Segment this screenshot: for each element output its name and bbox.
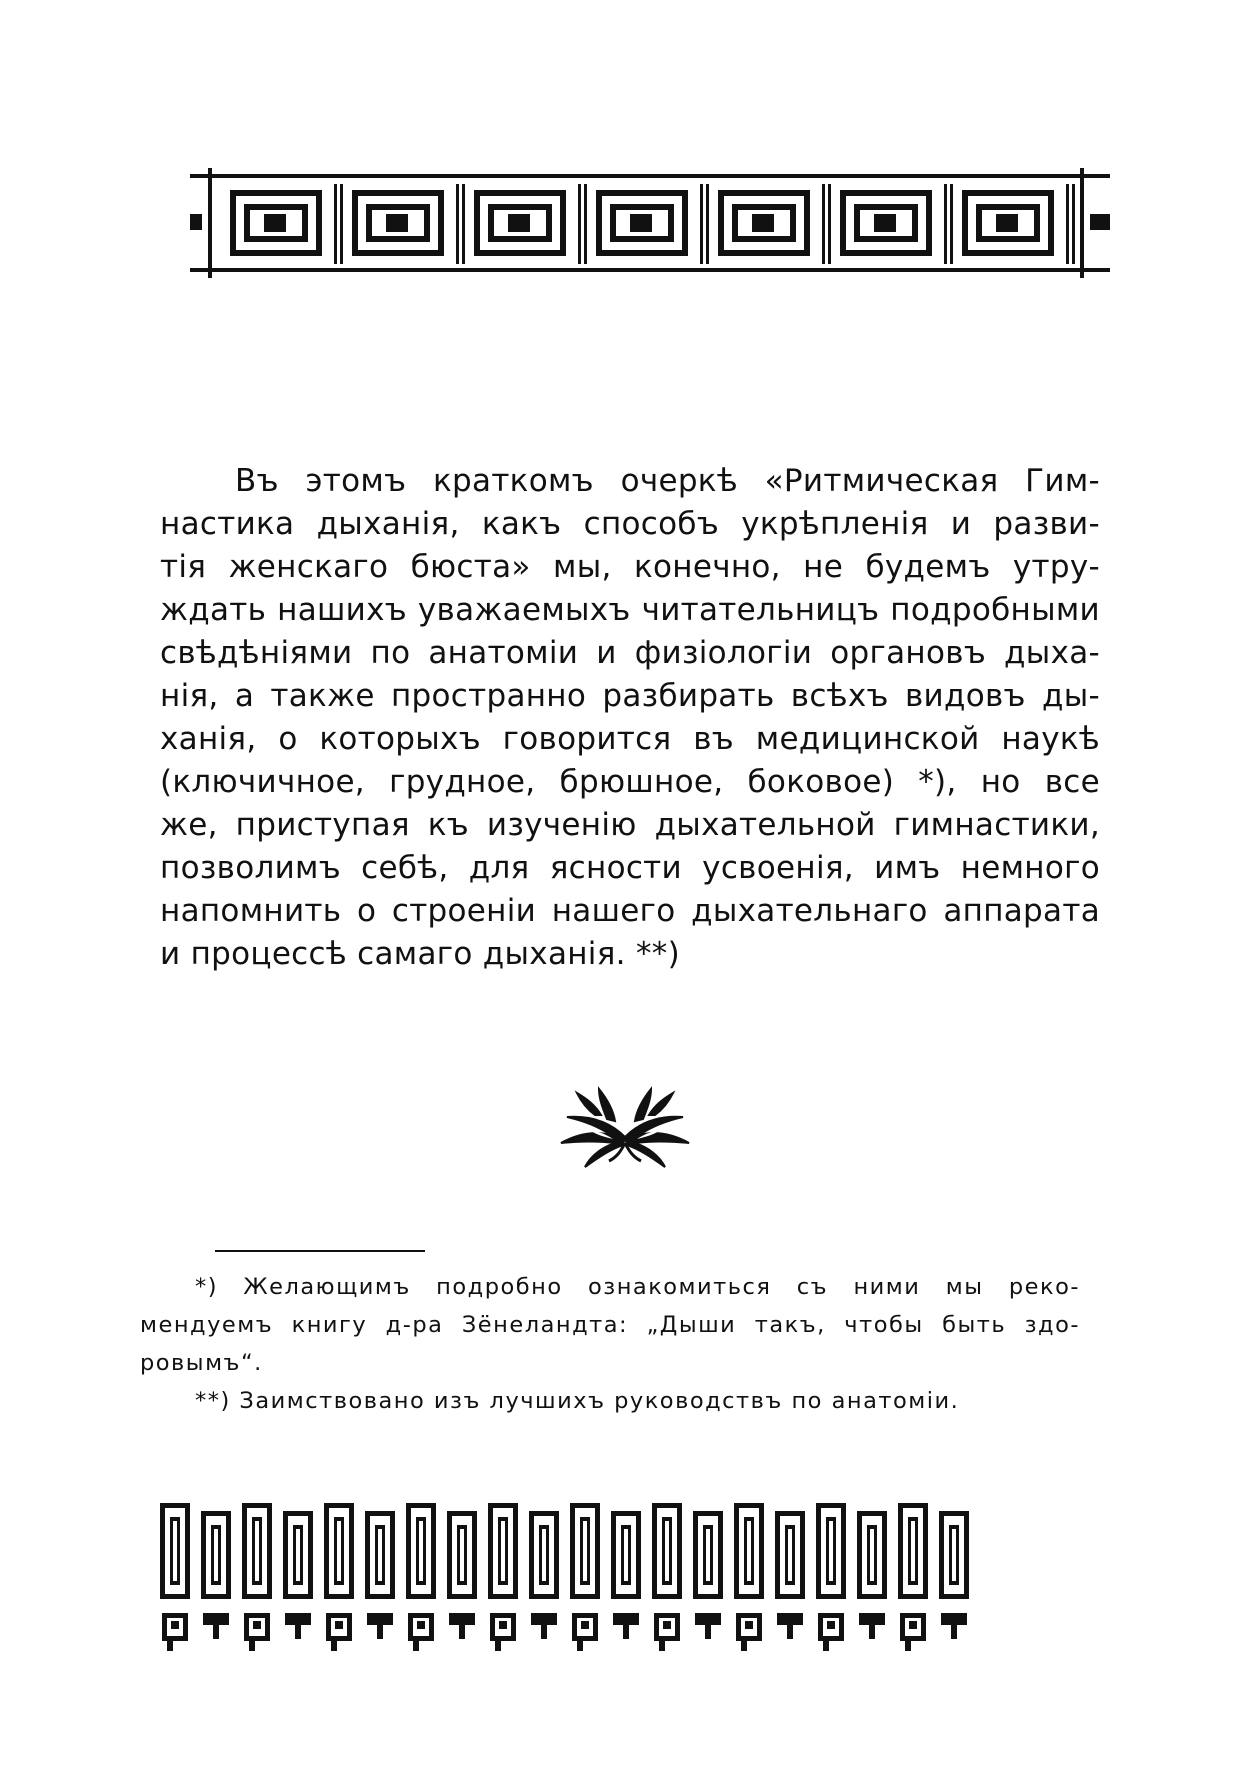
footnote-line: *) Желающимъ подробно ознакомиться съ ними мы реко- <box>195 1274 1080 1300</box>
greek-key-motif <box>474 190 566 256</box>
paragraph-line: и процессѣ самаго дыханія. **) <box>160 936 680 972</box>
greek-key-motif <box>962 190 1054 256</box>
frieze-motif <box>734 1503 764 1651</box>
paragraph-line: ханія, о которыхъ говорится въ медицинской наукѣ <box>160 721 1100 757</box>
frieze-motif <box>406 1503 436 1651</box>
bottom-ornamental-frieze <box>160 1495 1060 1675</box>
paragraph-line: настика дыханія, какъ способъ укрѣпленія и разви- <box>160 506 1100 542</box>
frieze-motif <box>939 1511 969 1639</box>
frieze-motif <box>201 1511 231 1639</box>
frieze-motif <box>242 1503 272 1651</box>
frieze-motif <box>652 1503 682 1651</box>
frieze-motif <box>898 1503 928 1651</box>
paragraph-line: же, приступая къ изученію дыхательной гимнастики, <box>160 807 1100 843</box>
paragraph-line: Въ этомъ краткомъ очеркѣ «Ритмическая Гим- <box>235 463 1100 499</box>
paragraph-line: позволимъ себѣ, для ясности усвоенія, имъ немного <box>160 850 1100 886</box>
footnote-separator <box>215 1250 425 1252</box>
paragraph-line: (ключичное, грудное, брюшное, боковое) *), но все <box>160 764 1100 800</box>
frieze-motif <box>857 1511 887 1639</box>
frieze-motif <box>775 1511 805 1639</box>
frieze-motif <box>529 1511 559 1639</box>
paragraph-line: ждать нашихъ уважаемыхъ читательницъ подробными <box>160 592 1100 628</box>
main-paragraph <box>160 460 1100 976</box>
frieze-motif <box>283 1511 313 1639</box>
greek-key-motif <box>718 190 810 256</box>
top-ornamental-border <box>190 168 1110 278</box>
frieze-motif <box>447 1511 477 1639</box>
frieze-motif <box>365 1511 395 1639</box>
paragraph-line: тія женскаго бюста» мы, конечно, не будемъ утру- <box>160 549 1100 585</box>
frieze-motif <box>160 1503 190 1651</box>
footnote-line: ровымъ“. <box>140 1350 263 1376</box>
greek-key-motif <box>352 190 444 256</box>
frieze-motif <box>488 1503 518 1651</box>
greek-key-motif <box>230 190 322 256</box>
footnote-line: **) Заимствовано изъ лучшихъ руководствъ по анатоміи. <box>195 1388 960 1414</box>
frieze-motif <box>324 1503 354 1651</box>
footnotes <box>140 1268 1080 1420</box>
paragraph-line: свѣдѣніями по анатоміи и физіологіи органовъ дыха- <box>160 635 1100 671</box>
greek-key-motif <box>840 190 932 256</box>
greek-key-motif <box>596 190 688 256</box>
frieze-motif <box>816 1503 846 1651</box>
paragraph-line: нія, а также пространно разбирать всѣхъ видовъ ды- <box>160 678 1100 714</box>
leaf-fleuron-ornament <box>555 1085 695 1170</box>
footnote-line: мендуемъ книгу д-ра Зёнеландта: „Дыши такъ, чтобы быть здо- <box>140 1312 1080 1338</box>
paragraph-line: напомнить о строеніи нашего дыхательнаго аппарата <box>160 893 1100 929</box>
frieze-motif <box>570 1503 600 1651</box>
frieze-motif <box>611 1511 641 1639</box>
frieze-motif <box>693 1511 723 1639</box>
